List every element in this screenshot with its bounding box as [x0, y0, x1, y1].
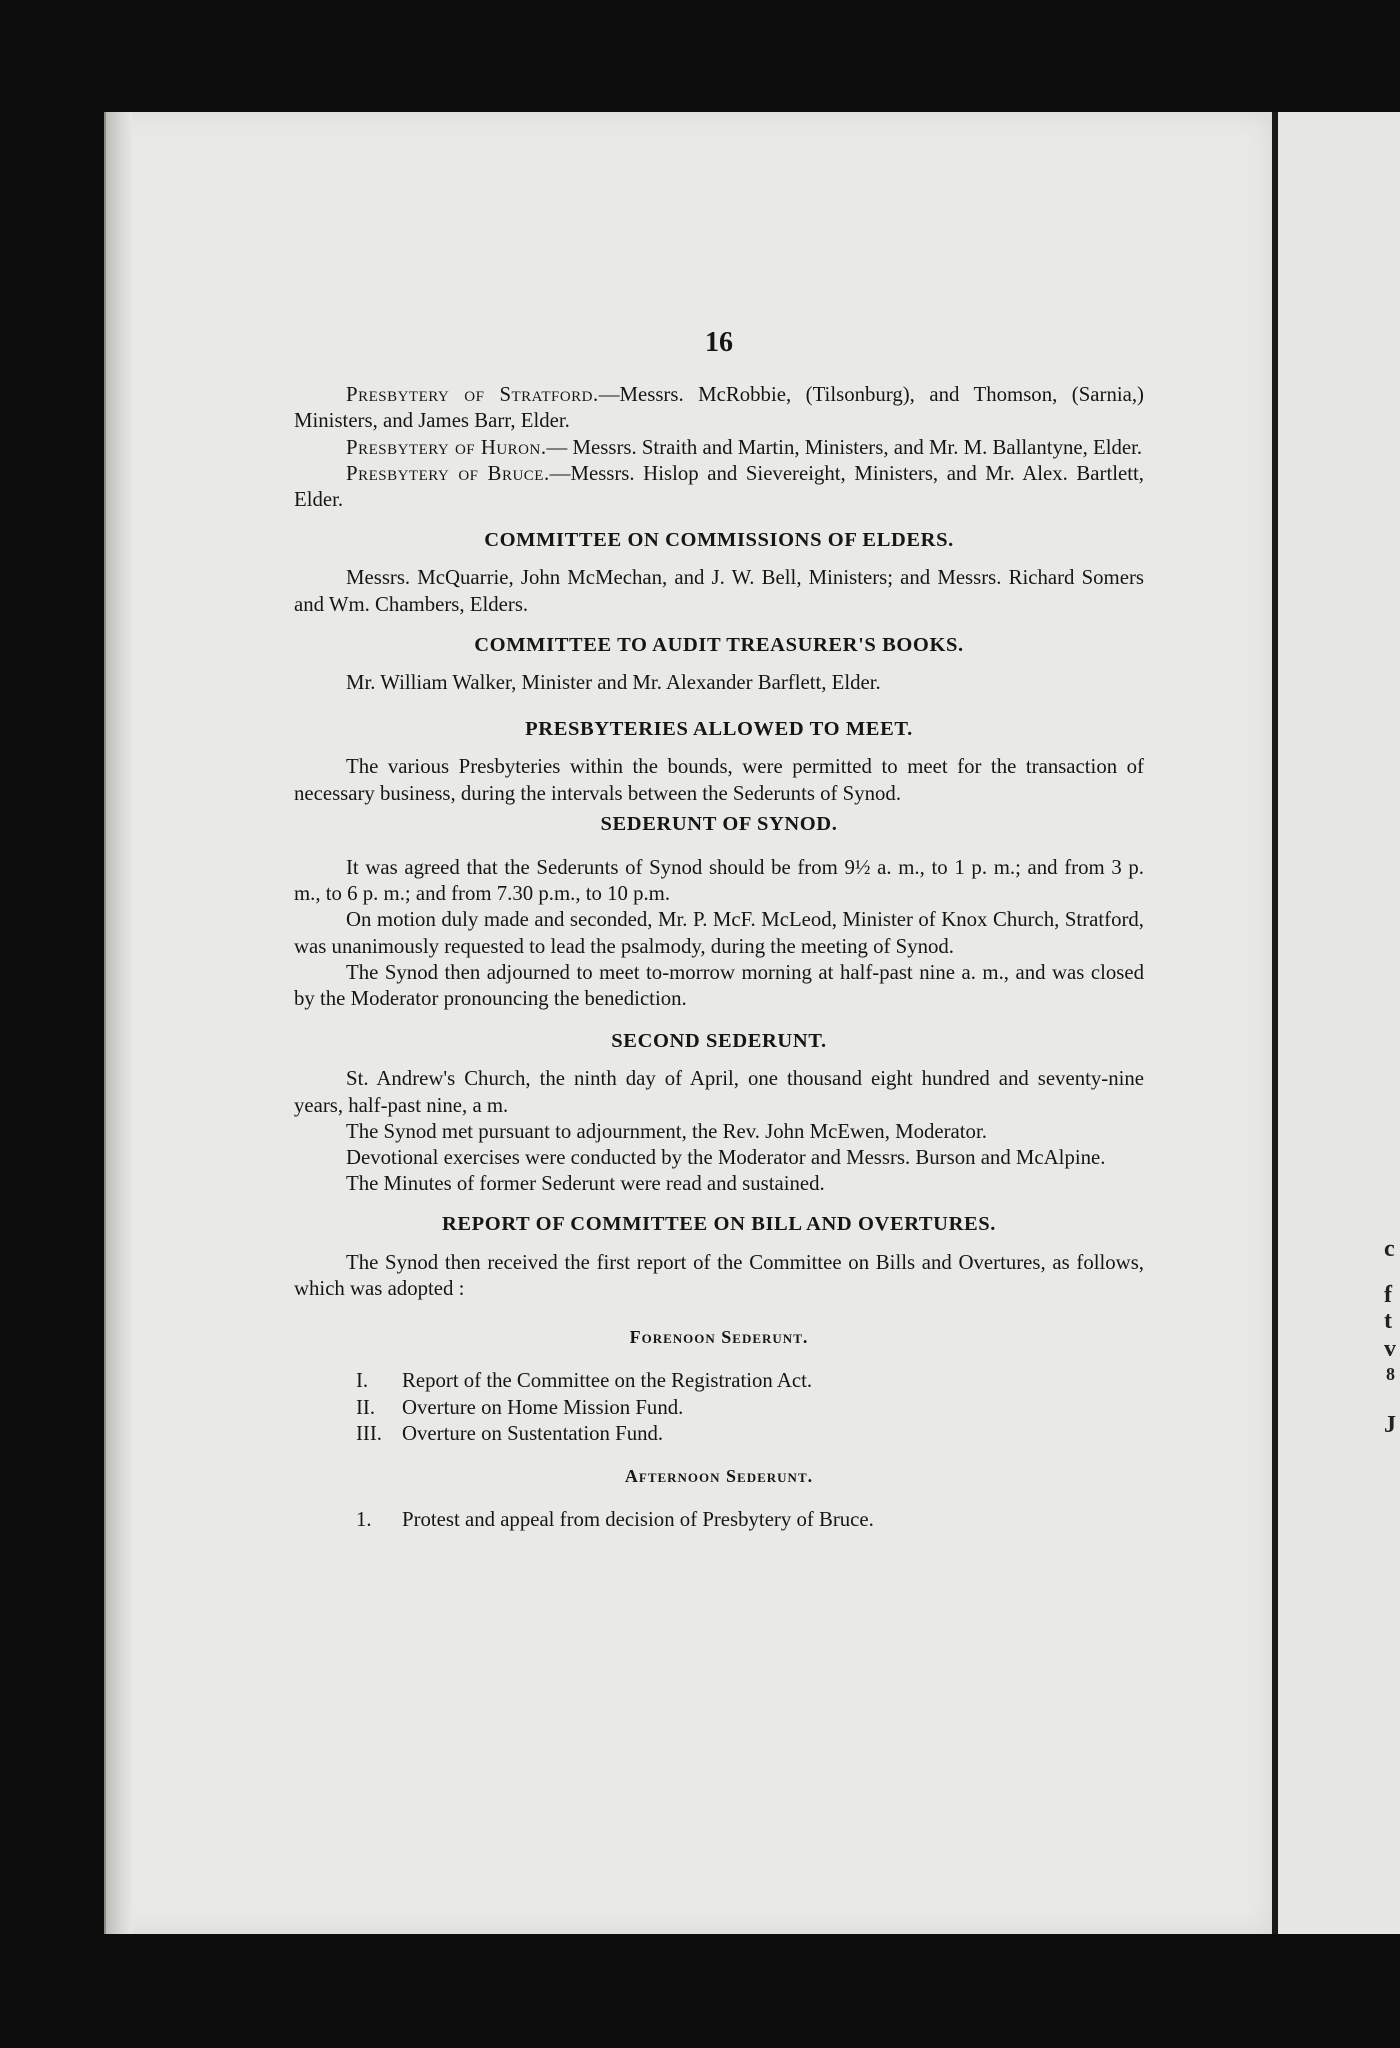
- list-text: Protest and appeal from decision of Presbytery of Bruce.: [402, 1508, 874, 1532]
- list-item: [356, 1368, 1144, 1394]
- page-gutter: [104, 112, 132, 1934]
- list-text: Overture on Home Mission Fund.: [402, 1395, 684, 1419]
- heading-second-sederunt: SECOND SEDERUNT.: [611, 1030, 827, 1053]
- facing-page-fragment: t: [1384, 1308, 1392, 1334]
- facing-page-fragment: 8: [1386, 1364, 1395, 1384]
- paragraph-audit: Mr. William Walker, Minister and Mr. Alexander Barflett, Elder.: [346, 671, 881, 695]
- paragraph-text: —Messrs. McRobbie, (Tilsonburg), and Thomson, (Sarnia,) Ministers, and James Barr, Elder.: [294, 383, 1144, 433]
- paragraph-stratford: [294, 382, 1144, 434]
- heading-afternoon-sederunt: Afternoon Sederunt.: [624, 1465, 814, 1486]
- paragraph-second-2: The Synod met pursuant to adjournment, the Rev. John McEwen, Moderator.: [346, 1119, 987, 1143]
- paragraph-bruce: [294, 461, 1144, 513]
- list-number: I.: [356, 1369, 369, 1393]
- paragraph-text: —Messrs. Hislop and Sievereight, Ministers, and Mr. Alex. Bartlett, Elder.: [294, 461, 1144, 512]
- paragraph-sederunt-1: It was agreed that the Sederunts of Synod should be from 9½ a. m., to 1 p. m.; and from 3 p. m., to 6 p. m.; and from 7.30 p.m., to 10 p.m.: [294, 856, 1144, 906]
- list-item: [356, 1421, 1144, 1447]
- heading-commissions: COMMITTEE ON COMMISSIONS OF ELDERS.: [484, 529, 954, 552]
- paragraph-lead: Presbytery of Bruce.: [346, 461, 550, 485]
- paragraph-huron: [294, 435, 1144, 461]
- paragraph-text: — Messrs. Straith and Martin, Ministers, and Mr. M. Ballantyne, Elder.: [546, 435, 1143, 459]
- forenoon-list: [294, 1368, 1144, 1447]
- heading-audit: COMMITTEE TO AUDIT TREASURER'S BOOKS.: [474, 633, 964, 656]
- paragraph-report: The Synod then received the first report of the Committee on Bills and Overtures, as follows, which was adopted :: [294, 1250, 1144, 1300]
- facing-page-fragment: c: [1384, 1236, 1395, 1262]
- facing-page-fragment: J: [1384, 1412, 1396, 1438]
- paragraph-second-3: Devotional exercises were conducted by the Moderator and Messrs. Burson and McAlpine.: [346, 1146, 1106, 1170]
- paragraph-lead: Presbytery of Huron.: [346, 435, 547, 459]
- heading-forenoon-sederunt: Forenoon Sederunt.: [629, 1327, 809, 1348]
- list-number: III.: [356, 1421, 382, 1445]
- paragraph-presbyteries: The various Presbyteries within the bounds, were permitted to meet for the transaction of necessary business, during the intervals between the Sederunts of Synod.: [294, 755, 1144, 805]
- facing-page-fragment: f: [1384, 1282, 1392, 1308]
- heading-report: REPORT OF COMMITTEE ON BILL AND OVERTURES.: [442, 1213, 996, 1236]
- list-text: Overture on Sustentation Fund.: [402, 1421, 664, 1445]
- facing-page-edge: [1278, 112, 1400, 1934]
- heading-presbyteries: PRESBYTERIES ALLOWED TO MEET.: [525, 718, 913, 741]
- paragraph-sederunt-3: The Synod then adjourned to meet to-morrow morning at half-past nine a. m., and was closed by the Moderator pronouncing the benediction.: [294, 960, 1144, 1011]
- heading-sederunt: SEDERUNT OF SYNOD.: [600, 812, 838, 835]
- list-number: 1.: [356, 1508, 372, 1532]
- paragraph-second-4: The Minutes of former Sederunt were read and sustained.: [346, 1172, 825, 1196]
- list-text: Report of the Committee on the Registration Act.: [402, 1369, 813, 1393]
- list-item: [356, 1507, 1144, 1533]
- page-number: 16: [705, 327, 733, 358]
- list-number: II.: [356, 1395, 376, 1419]
- facing-page-fragment: v: [1384, 1336, 1396, 1362]
- paragraph-lead: Presbytery of Stratford.: [346, 383, 599, 407]
- list-item: [356, 1395, 1144, 1421]
- afternoon-list: [294, 1507, 1144, 1533]
- paragraph-commissions: Messrs. McQuarrie, John McMechan, and J. W. Bell, Ministers; and Messrs. Richard Somers and Wm. Chambers, Elders.: [294, 566, 1144, 616]
- page-content: [294, 327, 1144, 1533]
- paragraph-sederunt-2: On motion duly made and seconded, Mr. P. McF. McLeod, Minister of Knox Church, Stratford, was unanimously requested to lead the psalmody, during the meeting of Synod.: [294, 908, 1144, 958]
- paragraph-second-1: St. Andrew's Church, the ninth day of April, one thousand eight hundred and seventy-nine years, half-past nine, a m.: [294, 1067, 1144, 1117]
